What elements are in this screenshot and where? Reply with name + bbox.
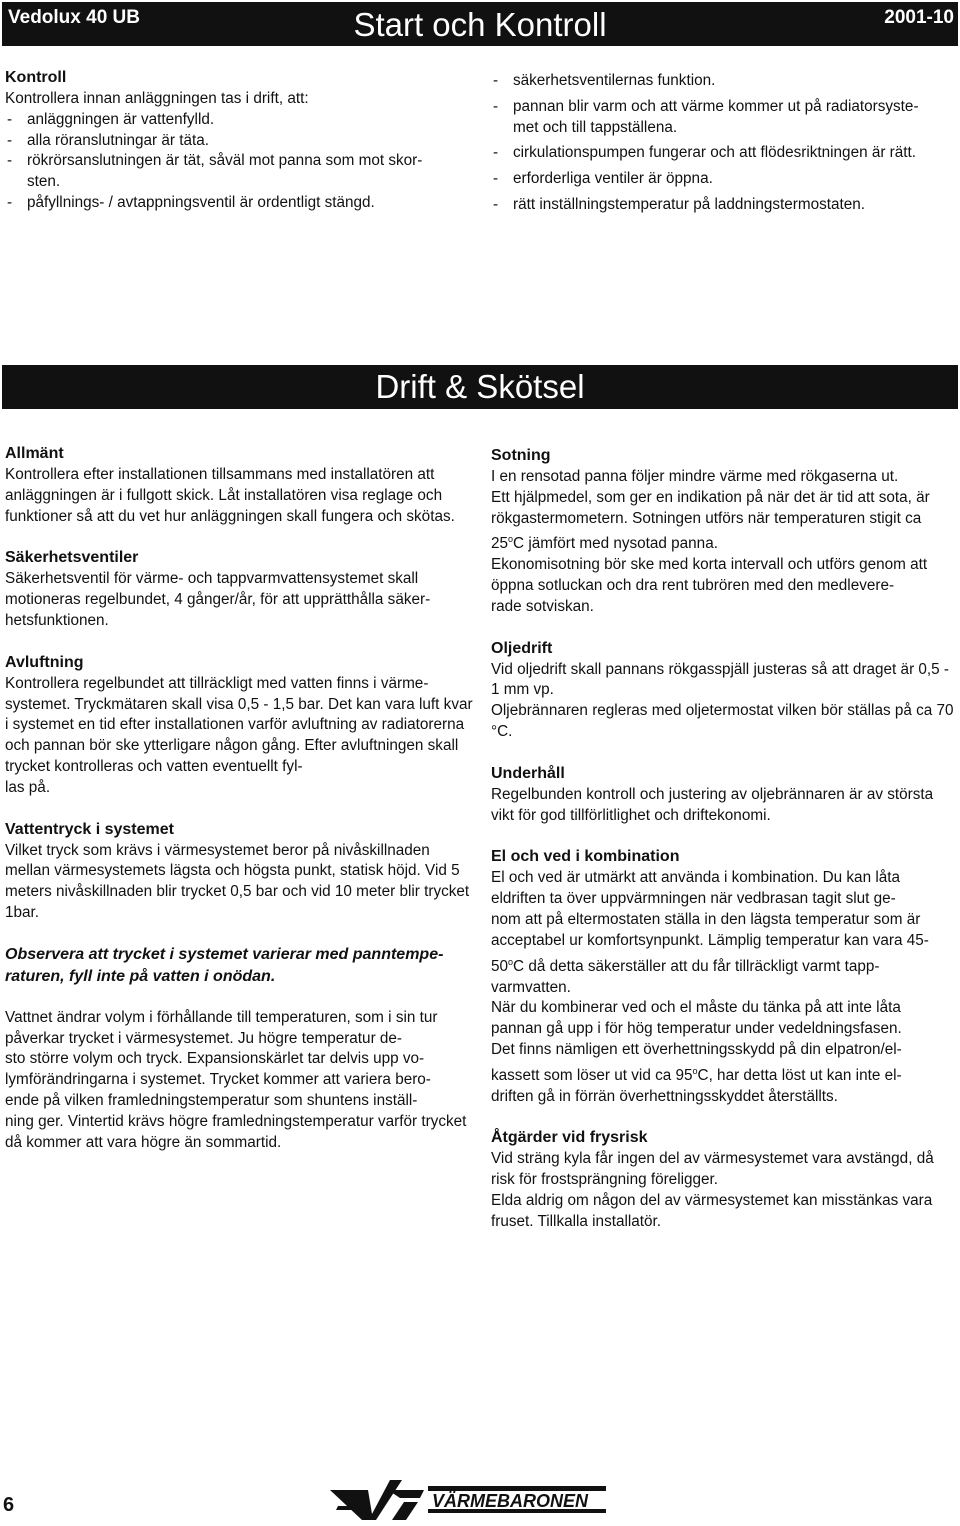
frysrisk-text-1: Vid sträng kyla får ingen del av värmesystemet vara avstängd, då risk för frostsprängning föreligger. [491, 1150, 934, 1189]
el-ved-heading: El och ved i kombination [491, 848, 680, 866]
checklist-item: - säkerhetsventilernas funktion. [493, 72, 716, 89]
volym-text: Vattnet ändrar volym i förhållande till temperaturen, som i sin tur påverkar trycket i värmesystemet. Ju högre temperatur de- sto större volym och tryck. Expansionskärlet tar delvis upp vo- lymförändringarna i systemet. Trycket kommer att variera bero- ende på vilken framledningstemperatur som shuntens inställ- ning ger. Vintertid krävs högre framledningstemperatur varför trycket då kommer att vara högre än sommartid. [5, 1008, 467, 1151]
checklist-item-text: påfyllnings- / avtappningsventil är ordentligt stängd. [27, 193, 375, 211]
vattentryck-text: Vilket tryck som krävs i värmesystemet beror på nivåskillnaden mellan värmesystemets lägsta och högsta punkt, statisk höjd. Vid 5 meters nivåskillnaden blir trycket 0,5 bar och vid 10 meter blir trycket 1bar. [5, 841, 470, 921]
avluftning-text: Kontrollera regelbundet att tillräckligt med vatten finns i värme- systemet. Tryckmätaren skall visa 0,5 - 1,5 bar. Det kan vara luft kvar i systemet en tid efter installationen varför avluftning av radiatorerna och pannan bör ske ytterligare någon gång. Efter avluftningen skall trycket kontrolleras och vatten eventuellt fyl- las på. [5, 674, 473, 796]
varmebaronen-logo-icon [328, 1476, 610, 1522]
oljedrift-text-1: Vid oljedrift skall pannans rökgasspjäll justeras så att draget är 0,5 - 1 mm vp. [491, 660, 950, 699]
allmant-heading: Allmänt [5, 445, 64, 462]
avluftning-heading: Avluftning [5, 653, 84, 671]
sakerhetsventiler-heading: Säkerhetsventiler [5, 549, 139, 567]
section-title-bar [2, 365, 958, 409]
drift-right-column [491, 445, 956, 1233]
sotning-text-2: Ett hjälpmedel, som ger en indikation på när det är tid att sota, är rökgastermometern. Sotningen utförs när temperaturen stigit ca 25$^o$C jämfört med nysotad panna. [491, 488, 930, 553]
checklist-item: - anläggningen är vattenfylld. [7, 110, 215, 128]
kontroll-checks-right [491, 71, 956, 216]
kontroll-intro: Kontrollera innan anläggningen tas i drift, att: [5, 90, 309, 107]
sotning-text-1: I en rensotad panna följer mindre värme med rökgaserna ut. [491, 468, 899, 485]
brand-name: VÄRMEBARONEN [432, 1491, 589, 1511]
drift-left-column [5, 443, 475, 1153]
kontroll-section [5, 67, 465, 214]
checklist-item-text: rätt inställningstemperatur på laddningstermostaten. [513, 195, 866, 213]
allmant-text: Kontrollera efter installationen tillsammans med installatören att anläggningen är i fullgott skick. Låt installatören visa reglage och funktioner så att du vet hur anläggningen skall fungera och skötas. [5, 466, 455, 525]
underhall-text: Regelbunden kontroll och justering av oljebrännaren är av största vikt för god tillförlitlighet och driftekonomi. [491, 785, 934, 824]
kontroll-heading: Kontroll [5, 69, 67, 86]
page-number: 6 [3, 1494, 15, 1516]
el-ved-text-2: När du kombinerar ved och el måste du tänka på att inte låta pannan gå upp i för hög temperatur under vedeldningsfasen. [491, 999, 902, 1038]
checklist-item: - erforderliga ventiler är öppna. [493, 170, 713, 188]
checklist-item-text: rökrörsanslutningen är tät, såväl mot panna som mot skor- sten. [27, 152, 423, 191]
model-name: Vedolux 40 UB [8, 7, 140, 28]
sotning-heading: Sotning [491, 447, 551, 464]
frysrisk-text-2: Elda aldrig om någon del av värmesystemet kan misstänkas vara fruset. Tillkalla installatör. [491, 1192, 933, 1230]
sakerhetsventiler-text: Säkerhetsventil för värme- och tappvarmvattensystemet skall motioneras regelbundet, 4 gånger/år, för att upprätthålla säker- hetsfunktionen. [5, 570, 431, 629]
checklist-item: - rökrörsanslutningen är tät, såväl mot panna som mot skor- sten. [7, 152, 423, 191]
underhall-heading: Underhåll [491, 764, 565, 782]
document-date: 2001-10 [884, 7, 954, 28]
section-title: Drift & Skötsel [375, 368, 585, 405]
checklist-item-text: säkerhetsventilernas funktion. [513, 72, 716, 89]
el-ved-text-3: Det finns nämligen ett överhettningsskydd på din elpatron/el- kassett som löser ut vid ca 95$^o$C, har detta löst ut kan inte el- driften gå in förrän överhettningsskyddet återställts. [491, 1040, 902, 1105]
oljedrift-heading: Oljedrift [491, 639, 553, 657]
checklist-item-text: alla röranslutningar är täta. [27, 131, 209, 149]
checklist-item-text: anläggningen är vattenfylld. [27, 110, 215, 128]
header-bar [2, 2, 958, 46]
sotning-text-3: Ekonomisotning bör ske med korta intervall och utförs genom att öppna sotluckan och dra rent tubrören med den medlevere- rade sotviskan. [491, 556, 928, 615]
checklist-item: - cirkulationspumpen fungerar och att flödesriktningen är rätt. [493, 144, 917, 162]
checklist-item: - pannan blir varm och att värme kommer ut på radiatorsyste- met och till tappställena. [493, 97, 919, 136]
pressure-warning-note: Observera att trycket i systemet varierar med panntempe- raturen, fyll inte på vatten i onödan. [5, 945, 444, 985]
checklist-item-text: erforderliga ventiler är öppna. [513, 170, 713, 188]
checklist-item-text: cirkulationspumpen fungerar och att flödesriktningen är rätt. [513, 144, 917, 162]
el-ved-text-1: El och ved är utmärkt att använda i kombination. Du kan låta eldriften ta över uppvärmningen när vedbrasan tagit slut ge- nom att på eltermostaten ställa in den lägsta temperatur som är acceptabel ur komfortsynpunkt. Lämplig temperatur kan vara 45-50$^o$C då detta säkerställer att du får tillräckligt varmt tapp- varmvatten. [491, 869, 929, 996]
checklist-item: - rätt inställningstemperatur på laddningstermostaten. [493, 195, 866, 213]
checklist-item-text: pannan blir varm och att värme kommer ut på radiatorsyste- met och till tappställena. [513, 97, 919, 136]
oljedrift-text-2: Oljebrännaren regleras med oljetermostat vilken bör ställas på ca 70 °C. [491, 702, 954, 741]
vattentryck-heading: Vattentryck i systemet [5, 820, 174, 838]
checklist-item: - alla röranslutningar är täta. [7, 131, 209, 149]
checklist-item: - påfyllnings- / avtappningsventil är ordentligt stängd. [7, 193, 375, 211]
frysrisk-heading: Åtgärder vid frysrisk [491, 1129, 648, 1147]
page-title: Start och Kontroll [353, 6, 607, 43]
